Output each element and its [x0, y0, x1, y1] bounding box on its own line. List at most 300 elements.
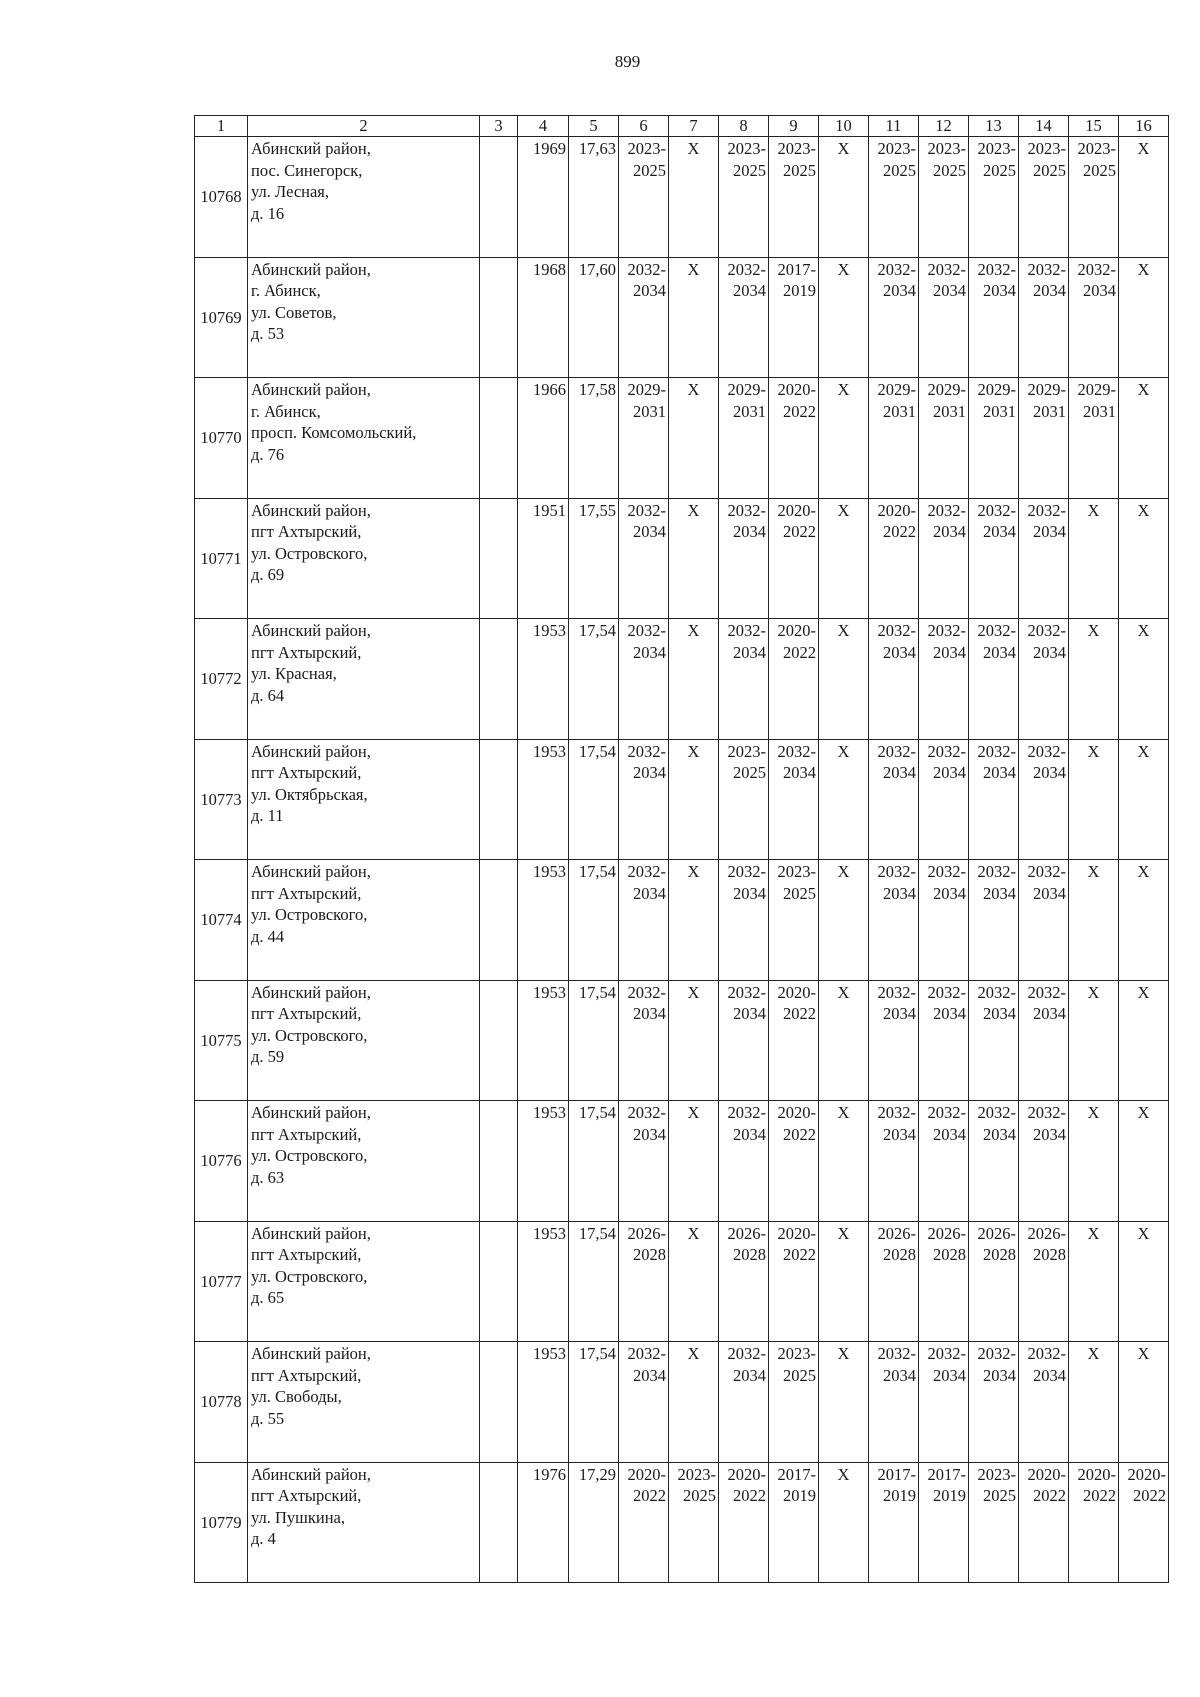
cell-line: 2026-	[977, 1223, 1016, 1243]
address-cell	[248, 1342, 480, 1463]
percent-cell: 17,54	[569, 1342, 619, 1463]
period-cell-col-15	[1069, 378, 1119, 499]
cell-line: 2022	[1033, 1486, 1066, 1505]
period-cell-col-6	[619, 1101, 669, 1222]
cell-line: 2032-	[727, 500, 766, 520]
cell-line: д. 11	[251, 806, 284, 825]
period-cell-col-11	[869, 619, 919, 740]
cell-line: д. 59	[251, 1047, 285, 1066]
year-cell: 1968	[518, 257, 569, 378]
mark-cell-col-15: X	[1069, 1342, 1119, 1463]
cell-line: 2032-	[877, 741, 916, 761]
cell-line: Абинский район,	[251, 1464, 371, 1484]
row-id-cell: 10777	[195, 1221, 248, 1342]
cell-line: 2034	[983, 883, 1016, 903]
mark-cell-col-10: X	[819, 619, 869, 740]
period-cell-col-13	[969, 1101, 1019, 1222]
cell-line: Абинский район,	[251, 621, 371, 640]
cell-line: 2031	[883, 401, 916, 421]
cell-line: 2019	[933, 1486, 966, 1505]
mark-cell-col-16: X	[1119, 1101, 1169, 1222]
cell-line: 2034	[733, 281, 766, 300]
cell-line: 2032-	[877, 259, 916, 279]
cell-line: 2034	[1033, 1124, 1066, 1144]
mark-cell-col-7: X	[669, 1342, 719, 1463]
cell-line: 2029-	[927, 380, 966, 399]
year-cell: 1953	[518, 619, 569, 740]
cell-line: 2028	[733, 1245, 766, 1264]
year-cell: 1953	[518, 1101, 569, 1222]
period-cell-col-12	[919, 498, 969, 619]
period-cell-col-11	[869, 257, 919, 378]
cell-line: 2023-	[977, 1464, 1016, 1484]
cell-line: 2032-	[1027, 1103, 1066, 1122]
cell-line: пгт Ахтырский,	[251, 522, 362, 541]
cell-line: пгт Ахтырский,	[251, 1245, 362, 1264]
cell-line: ул. Лесная,	[251, 182, 330, 201]
year-cell: 1953	[518, 1221, 569, 1342]
cell-line: 2025	[983, 160, 1016, 180]
cell-line: 2032-	[627, 621, 666, 640]
cell-line: 2034	[933, 522, 966, 541]
period-cell-col-12	[919, 1221, 969, 1342]
cell-line: 2023-	[877, 139, 916, 158]
period-cell-col-11	[869, 137, 919, 258]
period-cell-col-12	[919, 378, 969, 499]
period-cell-col-12	[919, 860, 969, 981]
cell-line: д. 65	[251, 1288, 285, 1307]
mark-cell-col-16: X	[1119, 378, 1169, 499]
period-cell-col-9	[769, 1462, 819, 1583]
cell-line: 2023-	[677, 1464, 716, 1484]
column-3-cell	[480, 378, 518, 499]
cell-line: 2023-	[777, 862, 816, 881]
period-cell-col-9	[769, 739, 819, 860]
period-cell-col-13	[969, 619, 1019, 740]
cell-line: 2032-	[1027, 621, 1066, 640]
period-cell-col-9	[769, 378, 819, 499]
period-cell-col-8	[719, 1101, 769, 1222]
cell-line: 2022	[1133, 1486, 1166, 1505]
column-3-cell	[480, 739, 518, 860]
year-cell: 1951	[518, 498, 569, 619]
period-cell-col-13	[969, 1342, 1019, 1463]
period-cell-col-11	[869, 1342, 919, 1463]
cell-line: 2034	[933, 642, 966, 662]
cell-line: 2032-	[627, 1344, 666, 1363]
cell-line: 2034	[1033, 522, 1066, 541]
period-cell-col-13	[969, 1221, 1019, 1342]
cell-line: 2034	[733, 642, 766, 662]
cell-line: 2031	[983, 401, 1016, 421]
period-cell-col-8	[719, 619, 769, 740]
period-cell-col-14	[1019, 980, 1069, 1101]
percent-cell: 17,54	[569, 860, 619, 981]
cell-line: 2032-	[977, 982, 1016, 1002]
period-cell-col-6	[619, 739, 669, 860]
cell-line: 2025	[783, 883, 816, 903]
period-cell-col-14	[1019, 860, 1069, 981]
cell-line: 2020-	[727, 1464, 766, 1484]
cell-line: пгт Ахтырский,	[251, 763, 362, 782]
mark-cell-col-7: X	[669, 980, 719, 1101]
cell-line: 2034	[983, 763, 1016, 782]
cell-line: просп. Комсомольский,	[251, 423, 417, 442]
column-header-12: 12	[919, 116, 969, 137]
cell-line: ул. Островского,	[251, 543, 368, 563]
cell-line: 2034	[983, 1365, 1016, 1385]
cell-line: 2034	[883, 1004, 916, 1023]
cell-line: 2032-	[627, 259, 666, 279]
period-cell-col-7	[669, 1462, 719, 1583]
period-cell-col-13	[969, 1462, 1019, 1583]
period-cell-col-12	[919, 980, 969, 1101]
period-cell-col-12	[919, 257, 969, 378]
cell-line: 2032-	[877, 982, 916, 1002]
period-cell-col-8	[719, 498, 769, 619]
cell-line: 2020-	[1027, 1464, 1066, 1484]
cell-line: пгт Ахтырский,	[251, 1004, 362, 1023]
cell-line: д. 63	[251, 1167, 285, 1187]
cell-line: 2019	[883, 1486, 916, 1505]
cell-line: 2034	[883, 1365, 916, 1385]
period-cell-col-12	[919, 1462, 969, 1583]
cell-line: 2034	[983, 281, 1016, 300]
cell-line: 2032-	[927, 862, 966, 881]
column-header-6: 6	[619, 116, 669, 137]
cell-line: 2023-	[777, 139, 816, 158]
mark-cell-col-10: X	[819, 1462, 869, 1583]
cell-line: 2032-	[1027, 259, 1066, 279]
year-cell: 1953	[518, 739, 569, 860]
cell-line: 2032-	[927, 259, 966, 279]
mark-cell-col-10: X	[819, 739, 869, 860]
table-row	[195, 257, 1169, 378]
cell-line: 2032-	[927, 1344, 966, 1363]
period-cell-col-11	[869, 378, 919, 499]
cell-line: 2022	[633, 1486, 666, 1505]
mark-cell-col-10: X	[819, 137, 869, 258]
cell-line: 2020-	[1077, 1464, 1116, 1484]
cell-line: ул. Октябрьская,	[251, 784, 368, 804]
mark-cell-col-10: X	[819, 257, 869, 378]
column-header-15: 15	[1069, 116, 1119, 137]
cell-line: 2023-	[727, 139, 766, 158]
cell-line: пос. Синегорск,	[251, 160, 363, 180]
cell-line: д. 55	[251, 1408, 285, 1428]
period-cell-col-13	[969, 137, 1019, 258]
table-row	[195, 619, 1169, 740]
cell-line: 2028	[933, 1245, 966, 1264]
column-3-cell	[480, 257, 518, 378]
address-cell	[248, 860, 480, 981]
period-cell-col-13	[969, 257, 1019, 378]
cell-line: 2032-	[727, 862, 766, 881]
row-id-cell: 10770	[195, 378, 248, 499]
mark-cell-col-16: X	[1119, 980, 1169, 1101]
cell-line: Абинский район,	[251, 741, 371, 761]
cell-line: ул. Пушкина,	[251, 1507, 346, 1527]
cell-line: Абинский район,	[251, 380, 371, 399]
period-cell-col-9	[769, 257, 819, 378]
cell-line: 2023-	[977, 139, 1016, 158]
page-number: 899	[614, 52, 641, 71]
cell-line: 2034	[933, 883, 966, 903]
cell-line: 2032-	[927, 741, 966, 761]
cell-line: 2032-	[927, 982, 966, 1002]
mark-cell-col-16: X	[1119, 1342, 1169, 1463]
header-row	[195, 116, 1169, 137]
mark-cell-col-15: X	[1069, 739, 1119, 860]
table-row	[195, 1101, 1169, 1222]
cell-line: 2034	[933, 281, 966, 300]
cell-line: 2023-	[1077, 139, 1116, 158]
cell-line: 2029-	[727, 380, 766, 399]
period-cell-col-13	[969, 498, 1019, 619]
period-cell-col-11	[869, 980, 919, 1101]
period-cell-col-11	[869, 1462, 919, 1583]
period-cell-col-9	[769, 137, 819, 258]
cell-line: 2028	[1033, 1245, 1066, 1264]
cell-line: 2032-	[727, 1344, 766, 1363]
percent-cell: 17,54	[569, 739, 619, 860]
cell-line: 2034	[1033, 642, 1066, 662]
cell-line: 2028	[983, 1245, 1016, 1264]
row-id-cell: 10771	[195, 498, 248, 619]
row-id-cell: 10768	[195, 137, 248, 258]
cell-line: 2029-	[1077, 380, 1116, 399]
cell-line: 2032-	[927, 1103, 966, 1122]
cell-line: 2032-	[977, 741, 1016, 761]
period-cell-col-9	[769, 1101, 819, 1222]
period-cell-col-13	[969, 739, 1019, 860]
cell-line: 2026-	[627, 1223, 666, 1243]
cell-line: 2029-	[977, 380, 1016, 399]
address-cell	[248, 619, 480, 740]
cell-line: 2032-	[777, 741, 816, 761]
cell-line: 2017-	[777, 259, 816, 279]
cell-line: 2034	[1033, 1004, 1066, 1023]
cell-line: 2034	[1033, 1365, 1066, 1385]
period-cell-col-16	[1119, 1462, 1169, 1583]
period-cell-col-8	[719, 257, 769, 378]
table-row	[195, 1462, 1169, 1583]
period-cell-col-8	[719, 739, 769, 860]
cell-line: 2034	[883, 281, 916, 300]
mark-cell-col-15: X	[1069, 1101, 1119, 1222]
table-row	[195, 378, 1169, 499]
cell-line: 2020-	[1127, 1464, 1166, 1484]
period-cell-col-14	[1019, 1221, 1069, 1342]
period-cell-col-8	[719, 860, 769, 981]
table-row	[195, 137, 1169, 258]
cell-line: 2034	[983, 642, 1016, 662]
cell-line: д. 44	[251, 926, 285, 946]
cell-line: 2034	[933, 1124, 966, 1144]
cell-line: 2031	[733, 401, 766, 421]
cell-line: д. 4	[251, 1529, 276, 1548]
cell-line: 2032-	[727, 621, 766, 640]
period-cell-col-6	[619, 1342, 669, 1463]
period-cell-col-9	[769, 980, 819, 1101]
cell-line: 2020-	[627, 1464, 666, 1484]
percent-cell: 17,54	[569, 619, 619, 740]
cell-line: 2032-	[727, 259, 766, 279]
cell-line: 2028	[633, 1245, 666, 1264]
row-id-cell: 10775	[195, 980, 248, 1101]
period-cell-col-9	[769, 498, 819, 619]
cell-line: 2032-	[727, 982, 766, 1002]
address-cell	[248, 1101, 480, 1222]
mark-cell-col-15: X	[1069, 619, 1119, 740]
cell-line: 2032-	[627, 982, 666, 1002]
period-cell-col-8	[719, 137, 769, 258]
cell-line: 2020-	[777, 500, 816, 520]
period-cell-col-8	[719, 1342, 769, 1463]
period-cell-col-13	[969, 980, 1019, 1101]
cell-line: 2034	[733, 1365, 766, 1385]
cell-line: 2034	[933, 1004, 966, 1023]
cell-line: 2034	[633, 642, 666, 662]
mark-cell-col-16: X	[1119, 137, 1169, 258]
period-cell-col-11	[869, 498, 919, 619]
cell-line: 2034	[1033, 763, 1066, 782]
cell-line: 2034	[983, 1004, 1016, 1023]
period-cell-col-8	[719, 980, 769, 1101]
table-row	[195, 1221, 1169, 1342]
cell-line: 2034	[1033, 281, 1066, 300]
table-body	[195, 137, 1169, 1583]
period-cell-col-6	[619, 619, 669, 740]
mark-cell-col-10: X	[819, 1221, 869, 1342]
column-3-cell	[480, 1342, 518, 1463]
cell-line: 2032-	[977, 259, 1016, 279]
cell-line: 2020-	[777, 1223, 816, 1243]
address-cell	[248, 980, 480, 1101]
cell-line: 2032-	[977, 500, 1016, 520]
cell-line: ул. Свободы,	[251, 1387, 342, 1406]
cell-line: 2034	[883, 883, 916, 903]
period-cell-col-6	[619, 137, 669, 258]
cell-line: 2032-	[627, 500, 666, 520]
cell-line: 2020-	[777, 621, 816, 640]
period-cell-col-9	[769, 1221, 819, 1342]
cell-line: 2032-	[877, 621, 916, 640]
cell-line: 2032-	[977, 621, 1016, 640]
cell-line: 2034	[633, 1365, 666, 1385]
period-cell-col-14	[1019, 1101, 1069, 1222]
column-header-1: 1	[195, 116, 248, 137]
cell-line: 2032-	[927, 500, 966, 520]
column-3-cell	[480, 1221, 518, 1342]
percent-cell: 17,54	[569, 1101, 619, 1222]
column-3-cell	[480, 1462, 518, 1583]
cell-line: 2032-	[877, 1344, 916, 1363]
mark-cell-col-16: X	[1119, 860, 1169, 981]
row-id-cell: 10769	[195, 257, 248, 378]
cell-line: 2029-	[627, 380, 666, 399]
table-row	[195, 860, 1169, 981]
cell-line: ул. Островского,	[251, 1146, 368, 1165]
cell-line: 2022	[783, 401, 816, 421]
row-id-cell: 10774	[195, 860, 248, 981]
cell-line: 2032-	[977, 1103, 1016, 1122]
cell-line: 2032-	[1027, 500, 1066, 520]
period-cell-col-15	[1069, 137, 1119, 258]
period-cell-col-6	[619, 1221, 669, 1342]
period-cell-col-14	[1019, 378, 1069, 499]
period-cell-col-12	[919, 739, 969, 860]
cell-line: 2025	[983, 1486, 1016, 1505]
period-cell-col-6	[619, 498, 669, 619]
column-3-cell	[480, 619, 518, 740]
cell-line: ул. Островского,	[251, 1266, 368, 1286]
column-3-cell	[480, 1101, 518, 1222]
cell-line: д. 64	[251, 685, 285, 705]
period-cell-col-14	[1019, 137, 1069, 258]
cell-line: 2031	[1033, 401, 1066, 421]
cell-line: 2032-	[1027, 982, 1066, 1002]
cell-line: 2034	[933, 1365, 966, 1385]
column-header-14: 14	[1019, 116, 1069, 137]
cell-line: 2020-	[777, 982, 816, 1002]
cell-line: 2032-	[627, 1103, 666, 1122]
cell-line: 2025	[633, 160, 666, 180]
mark-cell-col-7: X	[669, 739, 719, 860]
cell-line: 2032-	[977, 862, 1016, 881]
column-header-10: 10	[819, 116, 869, 137]
row-id-cell: 10776	[195, 1101, 248, 1222]
cell-line: 2020-	[777, 1103, 816, 1122]
cell-line: 2034	[633, 883, 666, 903]
period-cell-col-12	[919, 1101, 969, 1222]
percent-cell: 17,54	[569, 980, 619, 1101]
mark-cell-col-15: X	[1069, 1221, 1119, 1342]
period-cell-col-8	[719, 1462, 769, 1583]
cell-line: 2017-	[877, 1464, 916, 1484]
table-row	[195, 1342, 1169, 1463]
mark-cell-col-10: X	[819, 378, 869, 499]
cell-line: 2023-	[927, 139, 966, 158]
mark-cell-col-7: X	[669, 1221, 719, 1342]
cell-line: 2023-	[627, 139, 666, 158]
period-cell-col-12	[919, 1342, 969, 1463]
cell-line: ул. Островского,	[251, 905, 368, 924]
period-cell-col-13	[969, 378, 1019, 499]
cell-line: 2025	[933, 160, 966, 180]
mark-cell-col-16: X	[1119, 619, 1169, 740]
cell-line: 2029-	[877, 380, 916, 399]
column-header-5: 5	[569, 116, 619, 137]
period-cell-col-14	[1019, 257, 1069, 378]
cell-line: Абинский район,	[251, 1223, 371, 1243]
cell-line: 2034	[633, 763, 666, 782]
period-cell-col-15	[1069, 1462, 1119, 1583]
period-cell-col-11	[869, 739, 919, 860]
cell-line: пгт Ахтырский,	[251, 1365, 362, 1385]
cell-line: 2034	[933, 763, 966, 782]
cell-line: пгт Ахтырский,	[251, 883, 362, 903]
row-id-cell: 10778	[195, 1342, 248, 1463]
column-3-cell	[480, 498, 518, 619]
cell-line: 2022	[783, 522, 816, 541]
cell-line: 2034	[983, 522, 1016, 541]
period-cell-col-14	[1019, 1462, 1069, 1583]
column-3-cell	[480, 860, 518, 981]
period-cell-col-13	[969, 860, 1019, 981]
mark-cell-col-16: X	[1119, 1221, 1169, 1342]
period-cell-col-9	[769, 619, 819, 740]
